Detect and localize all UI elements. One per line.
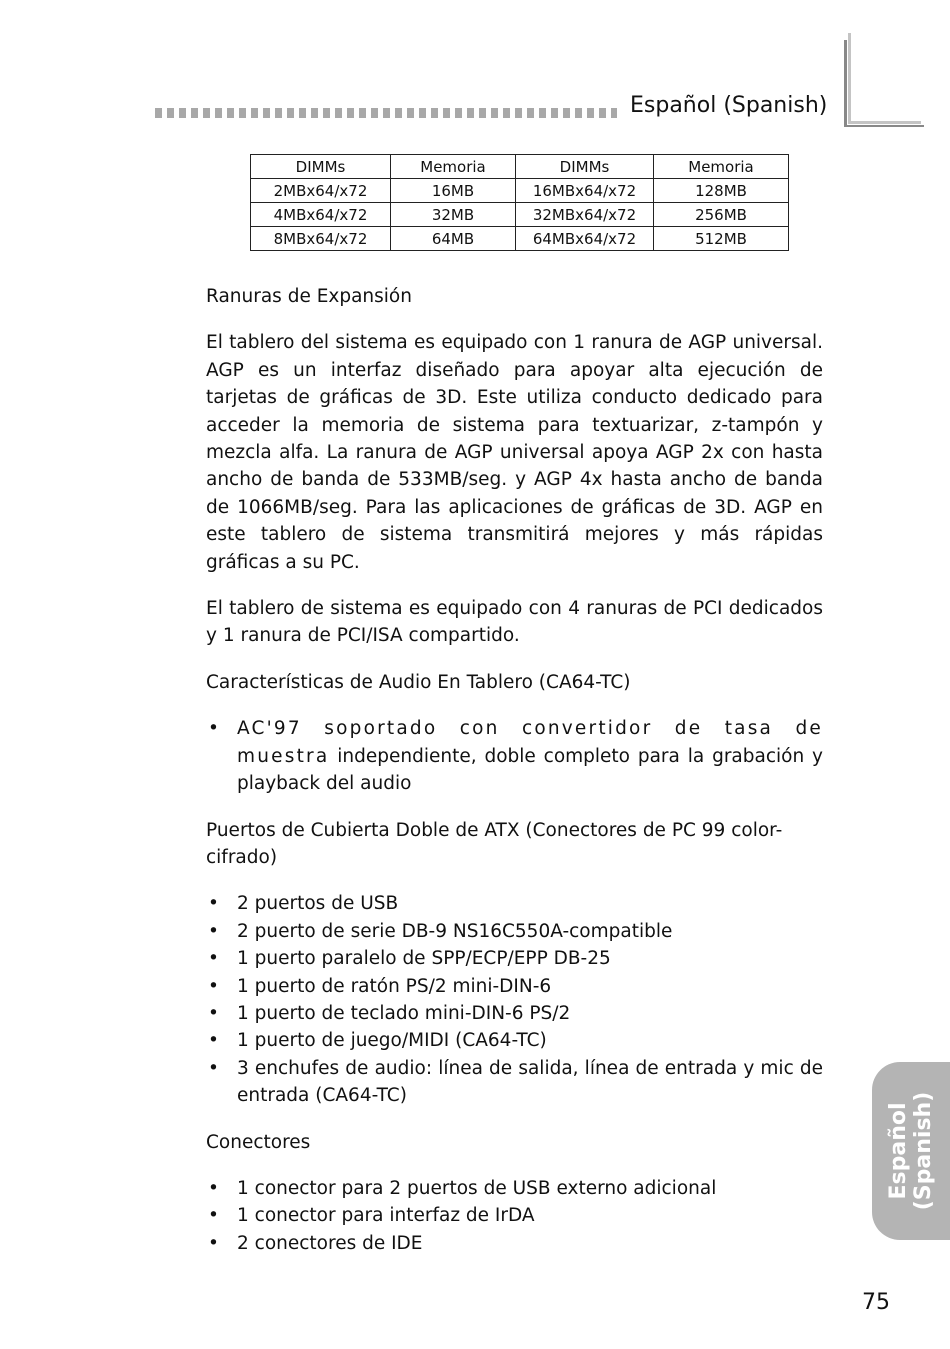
table-cell: 4MBx64/x72 [251, 203, 391, 227]
list-item [206, 890, 823, 917]
language-side-tab-label [886, 1092, 936, 1211]
table-cell: 128MB [654, 179, 789, 203]
list-item-text: 2 puertos de USB [237, 893, 399, 915]
list-item-text: 1 puerto de juego/MIDI (CA64-TC) [237, 1030, 547, 1052]
bullet-icon: • [208, 1057, 219, 1079]
main-content [206, 283, 823, 1276]
list-item [206, 973, 823, 1000]
table-header: DIMMs [251, 155, 391, 179]
list-item-text: 2 conectores de IDE [237, 1232, 423, 1254]
list-item [206, 945, 823, 972]
page-number: 75 [862, 1290, 890, 1315]
paragraph-agp: El tablero del sistema es equipado con 1 ranura de AGP universal. AGP es un interfaz diseñado para apoyar alta ejecución de tarjetas de gráficas de 3D. Este utiliza conducto dedicado para acceder la memoria de sistema para textuarizar, z-tampón y mezcla alfa. La ranura de AGP universal apoya AGP 2x con hasta ancho de banda de 533MB/seg. y AGP 4x hasta ancho de banda de 1066MB/seg. Para las aplicaciones de gráficas de 3D. AGP en este tablero de sistema transmitirá mejores y más rápidas gráficas a su PC. [206, 332, 823, 573]
table-header: DIMMs [516, 155, 654, 179]
bullet-icon: • [208, 1002, 219, 1024]
table-row [251, 179, 789, 203]
list-item [206, 1000, 823, 1027]
list-item [206, 1175, 823, 1202]
section-heading-expansion: Ranuras de Expansión [206, 286, 412, 307]
list-item [206, 1055, 823, 1110]
header-dot-rule [155, 108, 617, 118]
corner-mark [848, 33, 851, 123]
list-item [206, 1230, 823, 1257]
table-row [251, 227, 789, 251]
table-cell: 512MB [654, 227, 789, 251]
list-item [206, 1202, 823, 1229]
table-header-row [251, 155, 789, 179]
page-header-title: Español (Spanish) [630, 93, 828, 118]
connectors-list [206, 1175, 823, 1257]
table-cell: 64MB [391, 227, 516, 251]
list-item-lead: AC'97 soportado con convertidor de tasa de muestra [237, 718, 823, 767]
corner-mark-base [848, 121, 921, 124]
list-item-text: 1 puerto de ratón PS/2 mini-DIN-6 [237, 975, 552, 997]
list-item [206, 715, 823, 797]
bullet-icon: • [208, 920, 219, 942]
list-item-text: 1 conector para interfaz de IrDA [237, 1205, 535, 1227]
table-header: Memoria [654, 155, 789, 179]
section-heading-audio: Características de Audio En Tablero (CA64-TC) [206, 671, 631, 693]
table-cell: 64MBx64/x72 [516, 227, 654, 251]
table-cell: 16MBx64/x72 [516, 179, 654, 203]
table-cell: 8MBx64/x72 [251, 227, 391, 251]
corner-mark-shadow [844, 40, 847, 126]
table-row [251, 203, 789, 227]
list-item-text: independiente, doble completo para la grabación y playback del audio [237, 745, 824, 795]
bullet-icon: • [208, 975, 219, 997]
bullet-icon: • [208, 1177, 219, 1199]
bullet-icon: • [208, 1232, 219, 1254]
list-item-text: 1 puerto paralelo de SPP/ECP/EPP DB-25 [237, 948, 611, 970]
memory-table [250, 154, 789, 251]
section-heading-ports: Puertos de Cubierta Doble de ATX (Conectores de PC 99 color-cifrado) [206, 819, 783, 868]
table-cell: 2MBx64/x72 [251, 179, 391, 203]
list-item-text: 3 enchufes de audio: línea de salida, línea de entrada y mic de entrada (CA64-TC) [237, 1057, 823, 1107]
corner-mark-base-shadow [844, 125, 924, 127]
side-tab-line: Español [886, 1102, 911, 1200]
table-cell: 32MB [391, 203, 516, 227]
table-cell: 16MB [391, 179, 516, 203]
bullet-icon: • [208, 893, 219, 915]
list-item-text: 1 conector para 2 puertos de USB externo adicional [237, 1177, 717, 1199]
list-item [206, 1027, 823, 1054]
list-item-text: 2 puerto de serie DB-9 NS16C550A-compatible [237, 920, 673, 942]
side-tab-line: (Spanish) [911, 1091, 936, 1211]
list-item [206, 918, 823, 945]
bullet-icon: • [208, 1205, 219, 1227]
table-header: Memoria [391, 155, 516, 179]
bullet-icon: • [208, 948, 219, 970]
list-item-text: 1 puerto de teclado mini-DIN-6 PS/2 [237, 1002, 571, 1024]
table-cell: 256MB [654, 203, 789, 227]
section-heading-connectors: Conectores [206, 1131, 311, 1153]
audio-list [206, 715, 823, 797]
bullet-icon: • [208, 718, 219, 740]
ports-list [206, 890, 823, 1109]
paragraph-pci: El tablero de sistema es equipado con 4 ranuras de PCI dedicados y 1 ranura de PCI/ISA compartido. [206, 598, 823, 647]
table-cell: 32MBx64/x72 [516, 203, 654, 227]
bullet-icon: • [208, 1030, 219, 1052]
